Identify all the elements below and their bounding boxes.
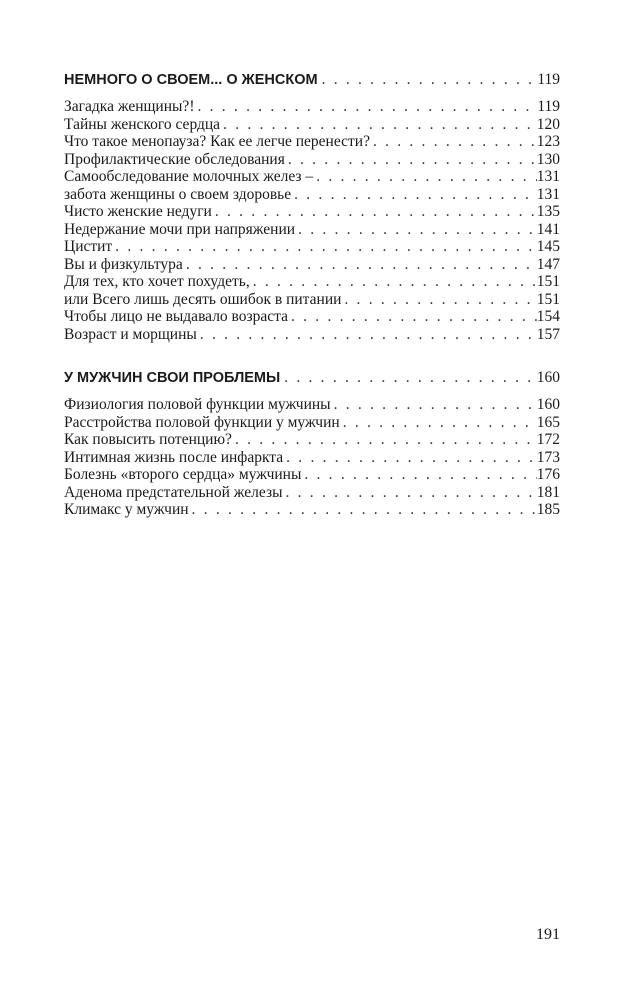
leader-dots — [112, 238, 537, 256]
toc-heading-title: НЕМНОГО О СВОЕМ... О ЖЕНСКОМ — [64, 72, 318, 88]
toc-entry — [64, 396, 560, 414]
leader-dots — [331, 396, 537, 414]
toc-entry — [64, 484, 560, 502]
toc-entry-title: Климакс у мужчин — [64, 501, 189, 518]
toc-entry-title: Самообследование молочных желез – — [64, 168, 314, 185]
leader-dots — [340, 414, 537, 432]
toc-entry-page: 130 — [536, 150, 560, 168]
toc-entry-title: Возраст и морщины — [64, 325, 197, 343]
toc-entry-page: 135 — [536, 203, 560, 220]
toc-entry — [64, 203, 560, 221]
toc-entry-page: 165 — [536, 413, 560, 431]
toc-entry-title: Болезнь «второго сердца» мужчины — [64, 466, 302, 483]
leader-dots — [283, 449, 537, 467]
leader-dots — [212, 203, 537, 221]
toc-entry — [64, 449, 560, 467]
toc-heading-page: 160 — [536, 369, 560, 386]
toc-entry-title: Вы и физкультура — [64, 255, 183, 273]
toc-entry-page: 181 — [536, 483, 560, 501]
toc-entry — [64, 466, 560, 484]
toc-entry-title: Как повысить потенцию? — [64, 431, 232, 448]
leader-dots — [197, 326, 537, 344]
toc-section-women — [64, 70, 560, 343]
leader-dots — [232, 431, 537, 449]
toc-entry-page: 176 — [536, 466, 560, 483]
toc-entry-title: Аденома предстательной железы — [64, 483, 283, 501]
leader-dots — [341, 291, 536, 309]
leader-dots — [295, 221, 537, 239]
toc-entry — [64, 308, 560, 326]
toc-entry-page: 123 — [536, 133, 560, 150]
toc-entry — [64, 116, 560, 134]
toc-section-men — [64, 368, 560, 519]
leader-dots — [318, 70, 538, 90]
toc-entry-page: 141 — [536, 220, 560, 238]
toc-entry-title: Чисто женские недуги — [64, 203, 212, 220]
toc-entry-page: 147 — [536, 255, 560, 273]
toc-entry-page: 151 — [536, 290, 560, 308]
leader-dots — [189, 501, 537, 519]
leader-dots — [280, 368, 537, 388]
toc-entry-title: Для тех, кто хочет похудеть, — [64, 273, 250, 290]
leader-dots — [291, 186, 537, 204]
toc-entry-title: Тайны женского сердца — [64, 115, 221, 133]
leader-dots — [301, 466, 536, 484]
toc-entry — [64, 186, 560, 204]
toc-entry — [64, 151, 560, 169]
toc-entry-page: 151 — [536, 273, 560, 290]
leader-dots — [285, 151, 537, 169]
leader-dots — [283, 484, 537, 502]
leader-dots — [183, 256, 537, 274]
toc-entry-title: или Всего лишь десять ошибок в питании — [64, 290, 342, 308]
toc-entry — [64, 501, 560, 519]
page-number: 191 — [536, 926, 560, 943]
toc-entry-title: Загадка женщины?! — [64, 98, 195, 115]
toc-entry-title: Профилактические обследования — [64, 150, 285, 168]
toc-entry — [64, 414, 560, 432]
toc-entry-title: забота женщины о своем здоровье — [64, 185, 292, 203]
toc-entry-page: 120 — [536, 115, 560, 133]
toc-entry — [64, 133, 560, 151]
toc-entry — [64, 326, 560, 344]
toc-heading-page: 119 — [537, 71, 560, 88]
toc-entry-page: 154 — [536, 308, 560, 325]
toc-entry — [64, 98, 560, 116]
toc-entry — [64, 291, 560, 309]
toc-entry — [64, 168, 560, 186]
leader-dots — [370, 133, 537, 151]
toc-entry-page: 172 — [536, 431, 560, 448]
toc-entry-title: Расстройства половой функции у мужчин — [64, 413, 340, 431]
toc-entry — [64, 256, 560, 274]
toc-entry-page: 157 — [536, 325, 560, 343]
toc-entry-title: Чтобы лицо не выдавало возраста — [64, 308, 288, 325]
toc-heading-title: У МУЖЧИН СВОИ ПРОБЛЕМЫ — [64, 370, 281, 386]
toc-entry-page: 119 — [537, 98, 560, 115]
toc-entry-page: 160 — [536, 396, 560, 413]
toc-entry-title: Недержание мочи при напряжении — [64, 220, 296, 238]
toc-entry — [64, 221, 560, 239]
toc-entry-title: Цистит — [64, 238, 113, 255]
toc-entry — [64, 238, 560, 256]
leader-dots — [250, 273, 537, 291]
toc-entry — [64, 273, 560, 291]
leader-dots — [220, 116, 537, 134]
toc-entry-page: 185 — [536, 501, 560, 518]
toc-entry-page: 145 — [536, 238, 560, 255]
leader-dots — [194, 98, 537, 116]
leader-dots — [313, 168, 537, 186]
toc-entry-page: 131 — [536, 168, 560, 185]
toc-heading — [64, 70, 560, 90]
leader-dots — [288, 308, 537, 326]
toc-entry-page: 131 — [536, 185, 560, 203]
toc-heading — [64, 368, 560, 388]
toc-entry-page: 173 — [536, 448, 560, 466]
toc-entry-title: Физиология половой функции мужчины — [64, 396, 331, 413]
toc-entry-title: Интимная жизнь после инфаркта — [64, 448, 284, 466]
toc-entry-title: Что такое менопауза? Как ее легче перенести? — [64, 133, 370, 150]
toc-entry — [64, 431, 560, 449]
